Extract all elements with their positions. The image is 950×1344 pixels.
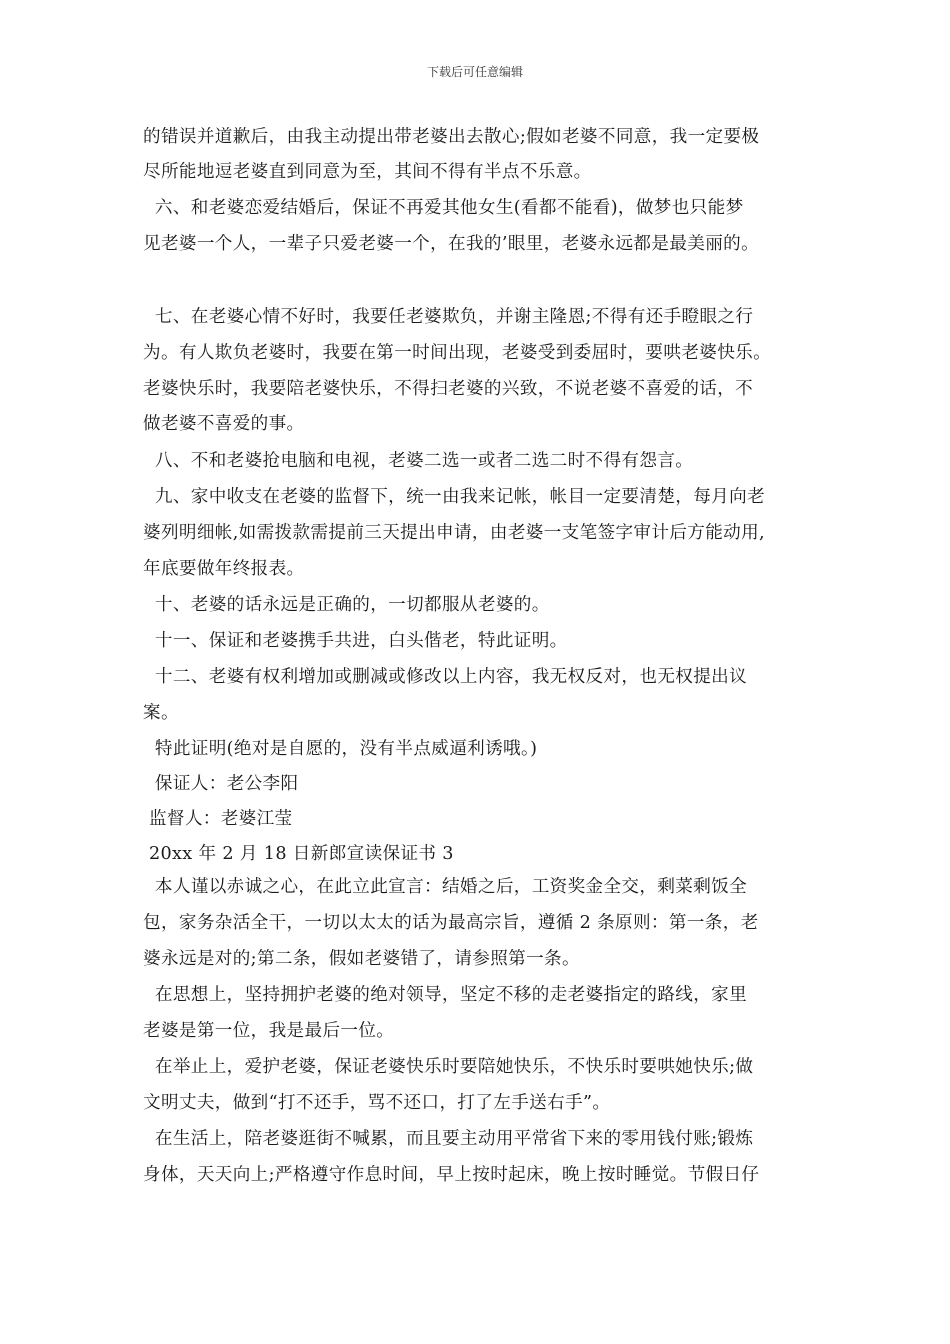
text-line: 十二、老婆有权利增加或删减或修改以上内容，我无权反对，也无权提出议 [143,667,748,687]
text-line: 文明丈夫，做到“打不还手，骂不还口，打了左手送右手”。 [143,1093,611,1113]
text-line: 老婆快乐时，我要陪老婆快乐，不得扫老婆的兴致，不说老婆不喜爱的话，不 [143,379,754,399]
text-line: 在思想上，坚持拥护老婆的绝对领导，坚定不移的走老婆指定的路线，家里 [143,985,748,1005]
text-line: 年底要做年终报表。 [143,559,305,579]
text-line: 六、和老婆恋爱结婚后，保证不再爱其他女生(看都不能看)，做梦也只能梦 [143,198,744,218]
text-line: 尽所能地逗老婆直到同意为至，其间不得有半点不乐意。 [143,162,592,182]
text-line: 案。 [143,703,179,723]
text-line: 特此证明(绝对是自愿的，没有半点威逼利诱哦。) [143,739,538,759]
text-line: 的错误并道歉后，由我主动提出带老婆出去散心;假如老婆不同意，我一定要极 [143,127,760,147]
text-line: 包，家务杂活全干，一切以太太的话为最高宗旨，遵循 2 条原则：第一条，老 [143,913,759,933]
text-line: 老婆是第一位，我是最后一位。 [143,1021,395,1041]
text-line: 婆列明细帐,如需拨款需提前三天提出申请，由老婆一支笔签字审计后方能动用, [143,523,765,543]
text-line: 身体，天天向上;严格遵守作息时间，早上按时起床，晚上按时睡觉。节假日仔 [143,1165,760,1185]
text-line: 八、不和老婆抢电脑和电视，老婆二选一或者二选二时不得有怨言。 [143,451,694,471]
page-header: 下载后可任意编辑 [426,65,523,79]
text-line: 在举止上，爱护老婆，保证老婆快乐时要陪她快乐，不快乐时要哄她快乐;做 [143,1057,754,1077]
text-line: 20xx 年 2 月 18 日新郎宣读保证书 3 [143,844,454,864]
text-line: 十、老婆的话永远是正确的，一切都服从老婆的。 [143,595,550,615]
text-line: 婆永远是对的;第二条，假如老婆错了，请参照第一条。 [143,949,580,969]
text-line: 做老婆不喜爱的事。 [143,414,305,434]
text-line: 本人谨以赤诚之心，在此立此宣言：结婚之后，工资奖金全交，剩菜剩饭全 [143,877,748,897]
text-line: 监督人：老婆江莹 [143,809,293,829]
text-line: 保证人：老公李阳 [143,774,299,794]
text-line: 见老婆一个人，一辈子只爱老婆一个，在我的’眼里，老婆永远都是最美丽的。 [143,234,760,254]
text-line: 九、家中收支在老婆的监督下，统一由我来记帐，帐目一定要清楚，每月向老 [143,487,765,507]
text-line: 七、在老婆心情不好时，我要任老婆欺负，并谢主隆恩;不得有还手瞪眼之行 [143,307,754,327]
text-line: 为。有人欺负老婆时，我要在第一时间出现，老婆受到委屈时，要哄老婆快乐。 [143,343,772,363]
text-line: 在生活上，陪老婆逛街不喊累，而且要主动用平常省下来的零用钱付账;锻炼 [143,1129,754,1149]
text-line: 十一、保证和老婆携手共进，白头偕老，特此证明。 [143,631,568,651]
